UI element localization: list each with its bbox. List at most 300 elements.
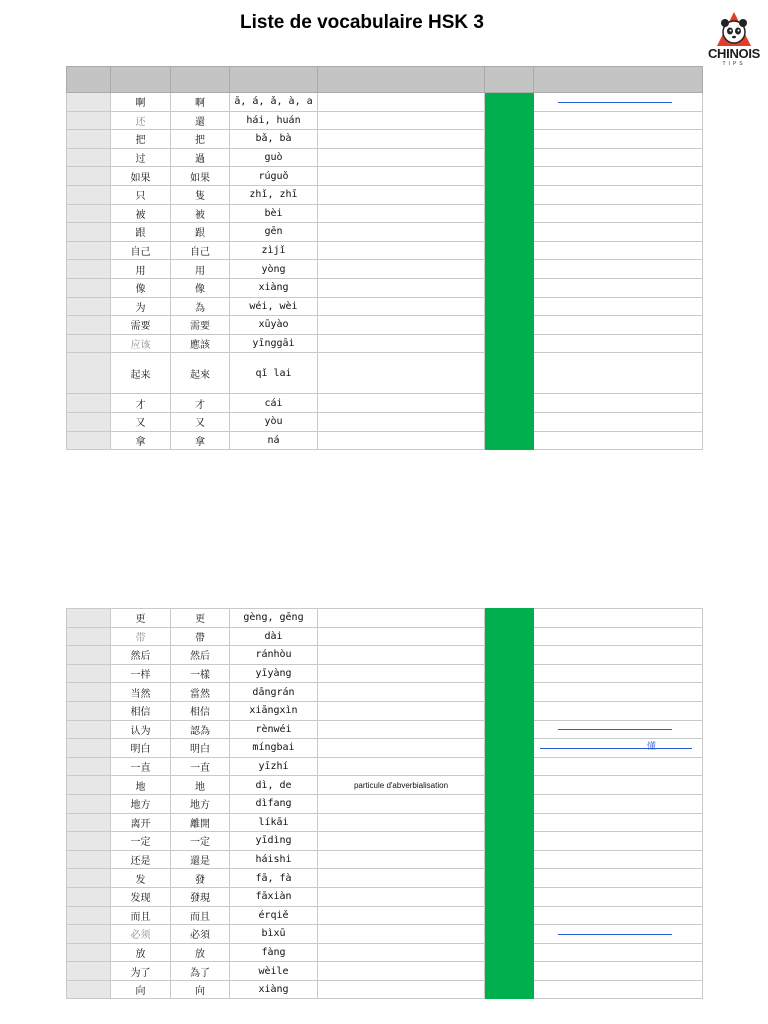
translation-cell — [318, 887, 485, 906]
status-cell — [485, 130, 534, 149]
simplified-cell: 离开 — [111, 813, 171, 832]
table-row — [67, 204, 703, 223]
example-link-cell — [534, 394, 703, 413]
status-cell — [485, 794, 534, 813]
table-row — [67, 609, 703, 628]
pinyin-cell: dì, de — [230, 776, 318, 795]
table-row — [67, 962, 703, 981]
simplified-cell: 一直 — [111, 757, 171, 776]
simplified-cell: 过 — [111, 148, 171, 167]
pinyin-cell: yòu — [230, 412, 318, 431]
translation-cell — [318, 111, 485, 130]
row-number-cell — [67, 297, 111, 316]
row-number-cell — [67, 111, 111, 130]
example-link-cell — [534, 167, 703, 186]
row-number-cell — [67, 260, 111, 279]
row-number-cell — [67, 627, 111, 646]
panda-icon — [703, 6, 765, 50]
table-row — [67, 93, 703, 112]
translation-cell — [318, 869, 485, 888]
pinyin-cell: fā, fà — [230, 869, 318, 888]
traditional-cell: 如果 — [171, 167, 230, 186]
table-row — [67, 850, 703, 869]
table-row — [67, 720, 703, 739]
traditional-cell: 向 — [171, 980, 230, 999]
pinyin-cell: líkāi — [230, 813, 318, 832]
row-number-cell — [67, 353, 111, 394]
traditional-cell: 放 — [171, 943, 230, 962]
translation-cell — [318, 906, 485, 925]
traditional-cell: 用 — [171, 260, 230, 279]
traditional-cell: 更 — [171, 609, 230, 628]
pinyin-cell: míngbai — [230, 739, 318, 758]
row-number-cell — [67, 334, 111, 353]
status-cell — [485, 962, 534, 981]
row-number-cell — [67, 925, 111, 944]
example-link-cell[interactable] — [534, 925, 703, 944]
simplified-cell: 带 — [111, 627, 171, 646]
example-link-cell — [534, 609, 703, 628]
simplified-cell: 把 — [111, 130, 171, 149]
simplified-cell: 又 — [111, 412, 171, 431]
traditional-cell: 發現 — [171, 887, 230, 906]
simplified-cell: 只 — [111, 185, 171, 204]
traditional-cell: 然后 — [171, 646, 230, 665]
example-link[interactable] — [540, 748, 692, 749]
status-cell — [485, 720, 534, 739]
table-row — [67, 223, 703, 242]
example-link-cell — [534, 148, 703, 167]
pinyin-cell: rúguǒ — [230, 167, 318, 186]
status-cell — [485, 813, 534, 832]
pinyin-cell: yòng — [230, 260, 318, 279]
table-row — [67, 111, 703, 130]
table-row — [67, 794, 703, 813]
status-cell — [485, 887, 534, 906]
status-cell — [485, 223, 534, 242]
table-row — [67, 906, 703, 925]
table-row — [67, 701, 703, 720]
pinyin-cell: yīdìng — [230, 832, 318, 851]
header-cell — [230, 67, 318, 93]
table-row — [67, 757, 703, 776]
pinyin-cell: fàng — [230, 943, 318, 962]
table-row — [67, 887, 703, 906]
traditional-cell: 帶 — [171, 627, 230, 646]
traditional-cell: 隻 — [171, 185, 230, 204]
simplified-cell: 跟 — [111, 223, 171, 242]
row-number-cell — [67, 646, 111, 665]
example-link-cell — [534, 794, 703, 813]
example-link[interactable] — [558, 934, 672, 935]
translation-cell — [318, 185, 485, 204]
example-link-cell — [534, 278, 703, 297]
table-row — [67, 776, 703, 795]
pinyin-cell: rènwéi — [230, 720, 318, 739]
row-number-cell — [67, 241, 111, 260]
example-link-cell — [534, 646, 703, 665]
table-row — [67, 260, 703, 279]
row-number-cell — [67, 664, 111, 683]
table-row — [67, 627, 703, 646]
status-cell — [485, 412, 534, 431]
table-row — [67, 832, 703, 851]
translation-cell — [318, 316, 485, 335]
pinyin-cell: gèng, gēng — [230, 609, 318, 628]
simplified-cell: 相信 — [111, 701, 171, 720]
header-cell — [534, 67, 703, 93]
traditional-cell: 一樣 — [171, 664, 230, 683]
pinyin-cell: wéi, wèi — [230, 297, 318, 316]
status-cell — [485, 204, 534, 223]
vocabulary-table-2 — [66, 608, 703, 999]
simplified-cell: 为了 — [111, 962, 171, 981]
table-row — [67, 278, 703, 297]
translation-cell — [318, 720, 485, 739]
translation-cell — [318, 412, 485, 431]
traditional-cell: 拿 — [171, 431, 230, 450]
example-link-cell — [534, 185, 703, 204]
traditional-cell: 被 — [171, 204, 230, 223]
translation-cell — [318, 93, 485, 112]
example-link-cell — [534, 683, 703, 702]
simplified-cell: 必须 — [111, 925, 171, 944]
translation-cell — [318, 925, 485, 944]
row-number-cell — [67, 962, 111, 981]
example-link-cell — [534, 204, 703, 223]
row-number-cell — [67, 278, 111, 297]
pinyin-cell: bìxū — [230, 925, 318, 944]
table-row — [67, 683, 703, 702]
traditional-cell: 才 — [171, 394, 230, 413]
traditional-cell: 而且 — [171, 906, 230, 925]
header-cell — [171, 67, 230, 93]
status-cell — [485, 906, 534, 925]
status-cell — [485, 869, 534, 888]
row-number-cell — [67, 683, 111, 702]
traditional-cell: 還是 — [171, 850, 230, 869]
simplified-cell: 还 — [111, 111, 171, 130]
simplified-cell: 如果 — [111, 167, 171, 186]
pinyin-cell: xiāngxìn — [230, 701, 318, 720]
status-cell — [485, 943, 534, 962]
translation-cell — [318, 394, 485, 413]
row-number-cell — [67, 204, 111, 223]
translation-cell — [318, 167, 485, 186]
example-link-cell — [534, 627, 703, 646]
example-link-cell[interactable] — [534, 739, 703, 758]
traditional-cell: 應該 — [171, 334, 230, 353]
table-row — [67, 980, 703, 999]
translation-cell — [318, 130, 485, 149]
pinyin-cell: gēn — [230, 223, 318, 242]
status-cell — [485, 278, 534, 297]
row-number-cell — [67, 887, 111, 906]
translation-cell — [318, 962, 485, 981]
simplified-cell: 向 — [111, 980, 171, 999]
simplified-cell: 啊 — [111, 93, 171, 112]
simplified-cell: 还是 — [111, 850, 171, 869]
status-cell — [485, 776, 534, 795]
status-cell — [485, 739, 534, 758]
traditional-cell: 一直 — [171, 757, 230, 776]
example-link-cell — [534, 260, 703, 279]
traditional-cell: 還 — [171, 111, 230, 130]
example-link-text[interactable]: 懂 — [646, 742, 656, 753]
table-row — [67, 130, 703, 149]
example-link-cell[interactable] — [534, 93, 703, 112]
table-row — [67, 394, 703, 413]
status-cell — [485, 832, 534, 851]
example-link-cell — [534, 223, 703, 242]
status-cell — [485, 431, 534, 450]
traditional-cell: 當然 — [171, 683, 230, 702]
example-link-cell — [534, 850, 703, 869]
row-number-cell — [67, 316, 111, 335]
brand-subtitle: TIPS — [722, 61, 746, 67]
translation-cell — [318, 223, 485, 242]
example-link-cell — [534, 980, 703, 999]
translation-cell — [318, 832, 485, 851]
pinyin-cell: bǎ, bà — [230, 130, 318, 149]
pinyin-cell: bèi — [230, 204, 318, 223]
status-cell — [485, 980, 534, 999]
pinyin-cell: háishi — [230, 850, 318, 869]
traditional-cell: 相信 — [171, 701, 230, 720]
example-link-cell — [534, 412, 703, 431]
status-cell — [485, 850, 534, 869]
simplified-cell: 发 — [111, 869, 171, 888]
row-number-cell — [67, 980, 111, 999]
table-row — [67, 148, 703, 167]
traditional-cell: 明白 — [171, 739, 230, 758]
translation-cell — [318, 204, 485, 223]
row-number-cell — [67, 394, 111, 413]
row-number-cell — [67, 167, 111, 186]
brand-name: CHINOIS — [707, 46, 761, 61]
translation-cell — [318, 609, 485, 628]
row-number-cell — [67, 701, 111, 720]
status-cell — [485, 925, 534, 944]
translation-cell — [318, 739, 485, 758]
pinyin-cell: yīyàng — [230, 664, 318, 683]
example-link-cell — [534, 887, 703, 906]
simplified-cell: 自己 — [111, 241, 171, 260]
pinyin-cell: érqiě — [230, 906, 318, 925]
translation-cell — [318, 241, 485, 260]
translation-cell — [318, 148, 485, 167]
traditional-cell: 一定 — [171, 832, 230, 851]
example-link-cell — [534, 832, 703, 851]
header-cell — [111, 67, 171, 93]
simplified-cell: 放 — [111, 943, 171, 962]
simplified-cell: 而且 — [111, 906, 171, 925]
row-number-cell — [67, 850, 111, 869]
traditional-cell: 自己 — [171, 241, 230, 260]
translation-cell — [318, 260, 485, 279]
simplified-cell: 发现 — [111, 887, 171, 906]
status-cell — [485, 111, 534, 130]
status-cell — [485, 646, 534, 665]
table-header-row — [67, 67, 703, 93]
row-number-cell — [67, 869, 111, 888]
row-number-cell — [67, 739, 111, 758]
table-row — [67, 334, 703, 353]
translation-cell — [318, 757, 485, 776]
status-cell — [485, 394, 534, 413]
pinyin-cell: cái — [230, 394, 318, 413]
simplified-cell: 更 — [111, 609, 171, 628]
row-number-cell — [67, 431, 111, 450]
row-number-cell — [67, 757, 111, 776]
traditional-cell: 為了 — [171, 962, 230, 981]
table-row — [67, 167, 703, 186]
table-row — [67, 241, 703, 260]
header-cell — [318, 67, 485, 93]
traditional-cell: 地 — [171, 776, 230, 795]
example-link-cell — [534, 316, 703, 335]
example-link-cell — [534, 334, 703, 353]
traditional-cell: 起來 — [171, 353, 230, 394]
example-link-cell — [534, 962, 703, 981]
traditional-cell: 為 — [171, 297, 230, 316]
row-number-cell — [67, 776, 111, 795]
translation-cell — [318, 850, 485, 869]
example-link-cell — [534, 111, 703, 130]
status-cell — [485, 757, 534, 776]
translation-cell — [318, 353, 485, 394]
pinyin-cell: dìfang — [230, 794, 318, 813]
traditional-cell: 地方 — [171, 794, 230, 813]
chinois-tips-logo — [703, 6, 765, 70]
row-number-cell — [67, 412, 111, 431]
row-number-cell — [67, 720, 111, 739]
simplified-cell: 地方 — [111, 794, 171, 813]
example-link[interactable] — [558, 102, 672, 103]
table-row — [67, 925, 703, 944]
status-cell — [485, 185, 534, 204]
example-link-cell — [534, 906, 703, 925]
pinyin-cell: ná — [230, 431, 318, 450]
example-link-cell — [534, 757, 703, 776]
translation-cell — [318, 980, 485, 999]
translation-cell — [318, 646, 485, 665]
traditional-cell: 過 — [171, 148, 230, 167]
table-row — [67, 813, 703, 832]
table-row — [67, 412, 703, 431]
status-cell — [485, 701, 534, 720]
example-link[interactable] — [558, 729, 672, 730]
translation-cell — [318, 664, 485, 683]
simplified-cell: 应该 — [111, 334, 171, 353]
simplified-cell: 明白 — [111, 739, 171, 758]
pinyin-cell: wèile — [230, 962, 318, 981]
row-number-cell — [67, 185, 111, 204]
status-cell — [485, 353, 534, 394]
example-link-cell — [534, 241, 703, 260]
example-link-cell — [534, 130, 703, 149]
traditional-cell: 跟 — [171, 223, 230, 242]
pinyin-cell: dāngrán — [230, 683, 318, 702]
row-number-cell — [67, 832, 111, 851]
traditional-cell: 離開 — [171, 813, 230, 832]
translation-cell — [318, 683, 485, 702]
translation-cell — [318, 701, 485, 720]
status-cell — [485, 241, 534, 260]
simplified-cell: 一样 — [111, 664, 171, 683]
pinyin-cell: ránhòu — [230, 646, 318, 665]
example-link-cell — [534, 943, 703, 962]
translation-cell — [318, 813, 485, 832]
simplified-cell: 地 — [111, 776, 171, 795]
status-cell — [485, 148, 534, 167]
simplified-cell: 像 — [111, 278, 171, 297]
simplified-cell: 认为 — [111, 720, 171, 739]
simplified-cell: 一定 — [111, 832, 171, 851]
translation-cell — [318, 794, 485, 813]
table-row — [67, 739, 703, 758]
status-cell — [485, 93, 534, 112]
status-cell — [485, 683, 534, 702]
row-number-cell — [67, 223, 111, 242]
translation-cell — [318, 278, 485, 297]
simplified-cell: 被 — [111, 204, 171, 223]
table-row — [67, 646, 703, 665]
simplified-cell: 为 — [111, 297, 171, 316]
header-cell — [67, 67, 111, 93]
row-number-cell — [67, 148, 111, 167]
pinyin-cell: fāxiàn — [230, 887, 318, 906]
status-cell — [485, 664, 534, 683]
page-title: Liste de vocabulaire HSK 3 — [240, 12, 484, 33]
status-cell — [485, 334, 534, 353]
simplified-cell: 才 — [111, 394, 171, 413]
table-row — [67, 664, 703, 683]
simplified-cell: 拿 — [111, 431, 171, 450]
pinyin-cell: ā, á, ǎ, à, a — [230, 93, 318, 112]
simplified-cell: 当然 — [111, 683, 171, 702]
status-cell — [485, 260, 534, 279]
table-row — [67, 869, 703, 888]
example-link-cell[interactable] — [534, 720, 703, 739]
row-number-cell — [67, 609, 111, 628]
simplified-cell: 用 — [111, 260, 171, 279]
status-cell — [485, 297, 534, 316]
row-number-cell — [67, 130, 111, 149]
translation-cell — [318, 297, 485, 316]
row-number-cell — [67, 794, 111, 813]
status-cell — [485, 609, 534, 628]
pinyin-cell: dài — [230, 627, 318, 646]
traditional-cell: 又 — [171, 412, 230, 431]
header-cell — [485, 67, 534, 93]
translation-cell — [318, 334, 485, 353]
pinyin-cell: zìjǐ — [230, 241, 318, 260]
pinyin-cell: guò — [230, 148, 318, 167]
pinyin-cell: yīzhí — [230, 757, 318, 776]
example-link-cell — [534, 664, 703, 683]
pinyin-cell: qǐ lai — [230, 353, 318, 394]
example-link-cell — [534, 701, 703, 720]
status-cell — [485, 316, 534, 335]
pinyin-cell: hái, huán — [230, 111, 318, 130]
example-link-cell — [534, 869, 703, 888]
row-number-cell — [67, 943, 111, 962]
traditional-cell: 發 — [171, 869, 230, 888]
translation-cell — [318, 431, 485, 450]
traditional-cell: 必須 — [171, 925, 230, 944]
pinyin-cell: xiàng — [230, 278, 318, 297]
